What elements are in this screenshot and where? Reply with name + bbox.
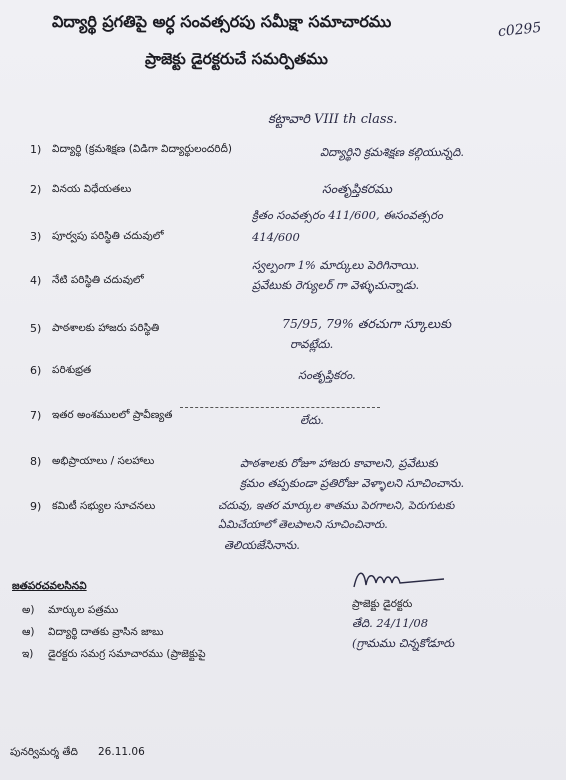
row-number: 6)	[30, 364, 42, 377]
enclosures-heading: జతపరచవలసినవి	[12, 580, 87, 592]
row-label: నేటి పరిస్థితి చదువులో	[52, 274, 144, 286]
enclosure-marker: అ)	[22, 604, 35, 616]
row-label: పాఠశాలకు హాజరు పరిస్థితి	[52, 322, 160, 334]
row-answer: తెలియజేసినాను.	[224, 538, 300, 552]
answer-line	[180, 407, 380, 408]
row-label: అభిప్రాయాలు / సలహాలు	[52, 455, 155, 467]
receipt-date: 26.11.06	[98, 746, 145, 758]
row-number: 3)	[30, 230, 42, 243]
row-label: పూర్వపు పరిస్థితి చదువులో	[52, 230, 164, 242]
document-title: విద్యార్థి ప్రగతిపై అర్ధ సంవత్సరపు సమీక్షా సమాచారము	[52, 12, 392, 31]
row-label: విద్యార్థి (క్రమశిక్షణ (విడిగా విద్యార్థులందరిదీ)	[52, 143, 233, 155]
row-number: 1)	[30, 143, 42, 156]
row-answer: సంతృప్తికరం.	[298, 368, 356, 382]
enclosure-item: మార్కుల పత్రము	[48, 604, 119, 616]
row-label: వినయ విధేయతలు	[52, 183, 132, 195]
signature-place: (గ్రామము చిన్నకోడూరు	[352, 636, 455, 650]
row-answer: ప్రవేటుకు రెగ్యులర్ గా వెళ్ళుచున్నాడు.	[252, 278, 420, 292]
row-number: 4)	[30, 274, 42, 287]
signatory-designation: ప్రాజెక్టు డైరక్టరు	[352, 598, 413, 610]
enclosure-item: డైరక్టరు సమగ్ర సమాచారము (ప్రాజెక్టుపై	[48, 648, 206, 660]
row-number: 7)	[30, 409, 42, 422]
reference-number: c0295	[497, 19, 543, 41]
row-answer: రావట్లేదు.	[290, 337, 334, 351]
signature-mark	[348, 565, 448, 595]
row-answer: పాఠశాలకు రోజూ హాజరు కావాలని, ప్రవేటుకు	[240, 456, 438, 470]
row-number: 9)	[30, 500, 42, 513]
row-answer: ఏమిచేయాలో తెలపాలని సూచించినారు.	[218, 518, 388, 531]
enclosure-marker: ఇ)	[22, 648, 34, 660]
receipt-label: పునర్విమర్శ తేది	[10, 746, 78, 758]
row-answer: క్రితం సంవత్సరం 411/600, ఈసంవత్సరం	[252, 208, 443, 222]
row-label: ఇతర అంశములలో ప్రావీణ్యత	[52, 409, 173, 421]
enclosure-marker: ఆ)	[22, 626, 35, 638]
row-label: కమిటీ సభ్యుల సూచనలు	[52, 500, 156, 512]
row-answer: సంతృప్తికరము	[322, 181, 392, 196]
row-answer: విద్యార్థిని క్రమశిక్షణ కల్గియున్నది.	[320, 145, 465, 159]
class-note: కట్టావారి VIII th class.	[268, 112, 398, 127]
signature-date: తేది. 24/11/08	[352, 616, 429, 630]
row-answer: క్రమం తప్పకుండా ప్రతిరోజు వెళ్ళాలని సూచించాను.	[240, 476, 465, 490]
enclosure-item: విద్యార్థి దాతకు వ్రాసిన జాబు	[48, 626, 164, 638]
row-answer: 75/95, 79% తరచుగా స్కూలుకు	[282, 316, 452, 331]
row-label: పరిశుభ్రత	[52, 364, 92, 376]
row-answer: లేదు.	[300, 413, 324, 427]
row-number: 8)	[30, 455, 42, 468]
row-number: 5)	[30, 322, 42, 335]
row-answer: స్వల్పంగా 1% మార్కులు పెరిగినాయి.	[252, 258, 420, 272]
row-answer: 414/600	[252, 230, 300, 244]
row-number: 2)	[30, 183, 42, 196]
row-answer: చదువు, ఇతర మార్కుల శాతము పెరగాలని, పెరుగుటకు	[218, 499, 455, 512]
document-subtitle: ప్రాజెక్టు డైరక్టరుచే సమర్పితము	[145, 50, 328, 68]
